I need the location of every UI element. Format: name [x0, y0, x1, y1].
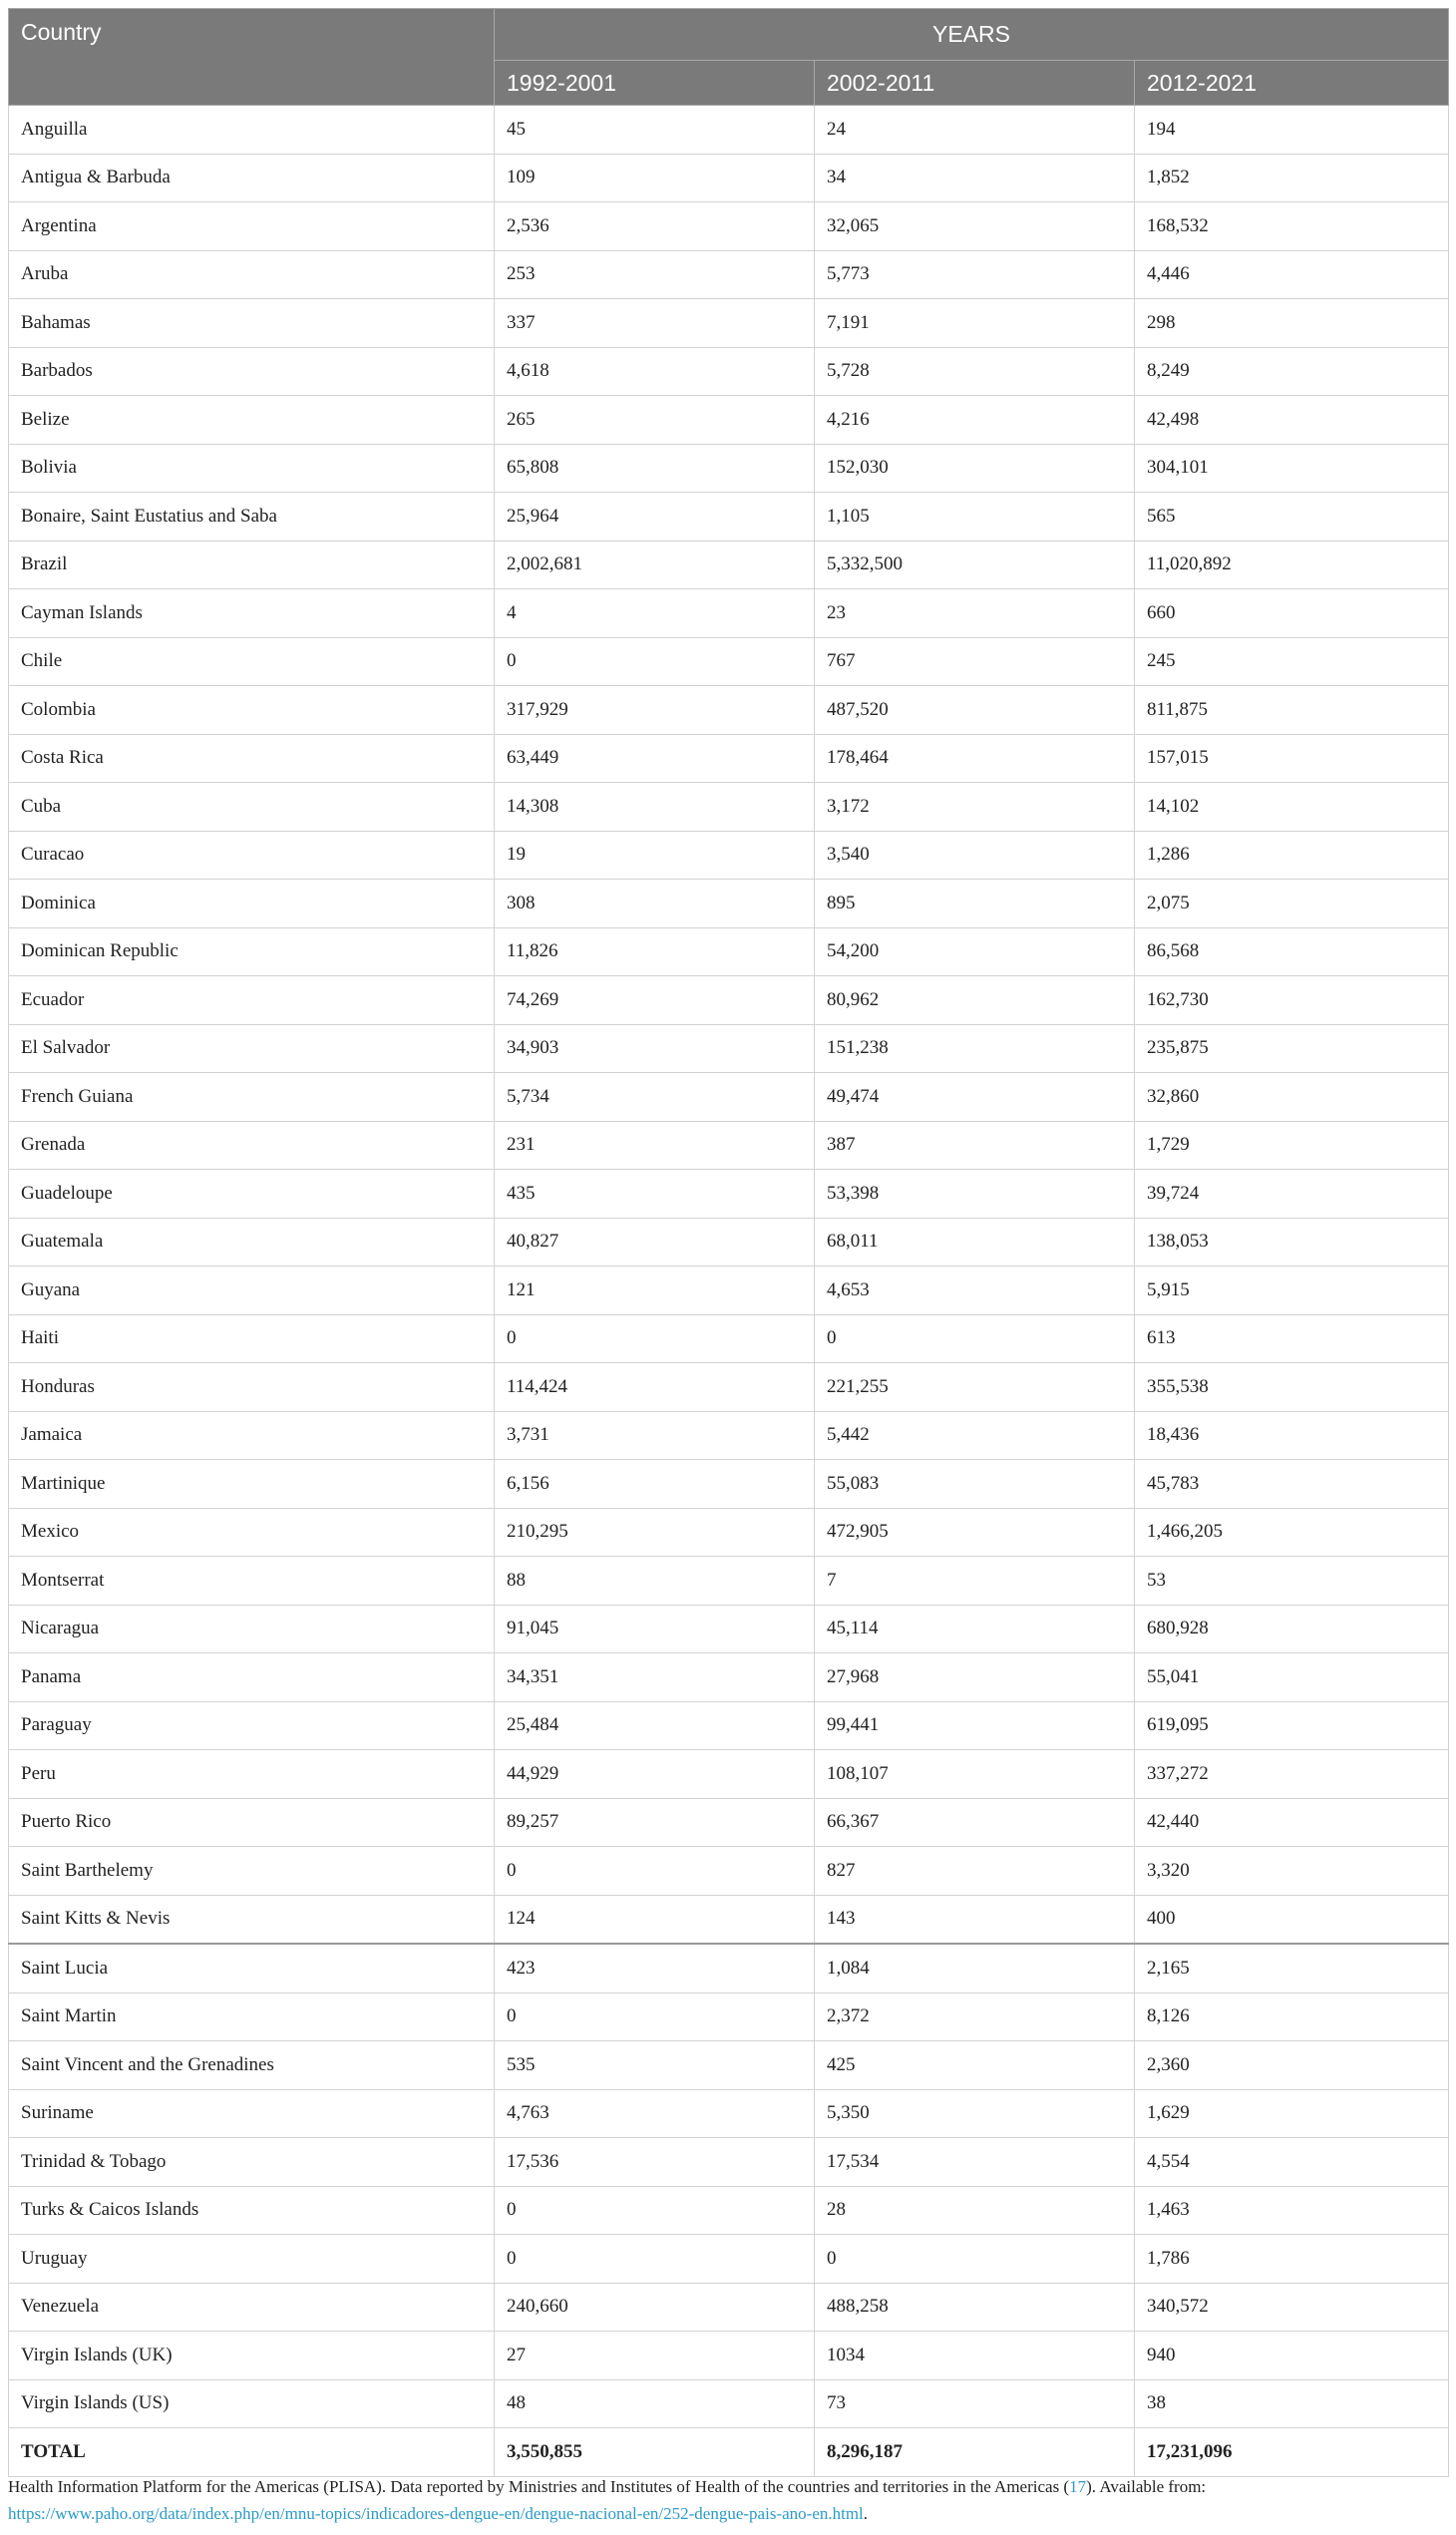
case-count-cell: 3,550,855 [495, 2428, 815, 2477]
case-count-cell: 317,929 [495, 686, 815, 735]
country-cell: Saint Lucia [9, 1944, 495, 1992]
table-row [9, 1363, 1449, 1412]
table-row [9, 2041, 1449, 2090]
case-count-cell: 11,020,892 [1135, 541, 1449, 589]
country-cell: Belize [9, 396, 495, 445]
country-cell: Honduras [9, 1363, 495, 1412]
case-count-cell: 253 [495, 250, 815, 299]
country-cell: Saint Barthelemy [9, 1847, 495, 1896]
table-row [9, 1460, 1449, 1509]
case-count-cell: 680,928 [1135, 1605, 1449, 1653]
case-count-cell: 49,474 [815, 1073, 1135, 1122]
case-count-cell: 240,660 [495, 2283, 815, 2332]
case-count-cell: 2,536 [495, 202, 815, 251]
case-count-cell: 4,653 [815, 1267, 1135, 1315]
case-count-cell: 565 [1135, 493, 1449, 542]
case-count-cell: 63,449 [495, 734, 815, 783]
table-row [9, 347, 1449, 396]
country-cell: Bahamas [9, 299, 495, 348]
case-count-cell: 151,238 [815, 1024, 1135, 1073]
case-count-cell: 400 [1135, 1895, 1449, 1944]
country-cell: Peru [9, 1750, 495, 1799]
case-count-cell: 435 [495, 1170, 815, 1219]
case-count-cell: 53 [1135, 1557, 1449, 1606]
case-count-cell: 245 [1135, 637, 1449, 686]
table-row [9, 154, 1449, 202]
table-row [9, 1944, 1449, 1992]
case-count-cell: 99,441 [815, 1701, 1135, 1750]
case-count-cell: 0 [815, 1314, 1135, 1363]
footnote-text: . [863, 2504, 869, 2523]
case-count-cell: 4,763 [495, 2089, 815, 2138]
years-column-group-header: YEARS [495, 9, 1449, 61]
country-cell: Turks & Caicos Islands [9, 2186, 495, 2235]
country-cell: Cuba [9, 783, 495, 832]
case-count-cell: 0 [495, 1847, 815, 1896]
total-row [9, 2428, 1449, 2477]
country-cell: Saint Martin [9, 1992, 495, 2041]
case-count-cell: 619,095 [1135, 1701, 1449, 1750]
case-count-cell: 34,351 [495, 1653, 815, 1702]
case-count-cell: 535 [495, 2041, 815, 2090]
case-count-cell: 1,729 [1135, 1121, 1449, 1170]
case-count-cell: 114,424 [495, 1363, 815, 1412]
footnote-text: Health Information Platform for the Americas (PLISA). Data reported by Ministries and Institutes of Health of the countries and territories in the Americas ( [8, 2477, 1070, 2496]
case-count-cell: 74,269 [495, 976, 815, 1025]
case-count-cell: 53,398 [815, 1170, 1135, 1219]
case-count-cell: 3,172 [815, 783, 1135, 832]
case-count-cell: 109 [495, 154, 815, 202]
case-count-cell: 2,372 [815, 1992, 1135, 2041]
case-count-cell: 194 [1135, 106, 1449, 155]
case-count-cell: 355,538 [1135, 1363, 1449, 1412]
case-count-cell: 157,015 [1135, 734, 1449, 783]
table-row [9, 1798, 1449, 1847]
table-row [9, 1653, 1449, 1702]
case-count-cell: 17,534 [815, 2138, 1135, 2187]
case-count-cell: 0 [495, 2186, 815, 2235]
case-count-cell: 1,286 [1135, 831, 1449, 880]
case-count-cell: 4 [495, 589, 815, 638]
country-cell: Puerto Rico [9, 1798, 495, 1847]
case-count-cell: 425 [815, 2041, 1135, 2090]
country-cell: Ecuador [9, 976, 495, 1025]
case-count-cell: 55,083 [815, 1460, 1135, 1509]
country-cell: El Salvador [9, 1024, 495, 1073]
case-count-cell: 27 [495, 2332, 815, 2380]
case-count-cell: 45,783 [1135, 1460, 1449, 1509]
case-count-cell: 8,249 [1135, 347, 1449, 396]
case-count-cell: 25,484 [495, 1701, 815, 1750]
table-row [9, 1992, 1449, 2041]
case-count-cell: 44,929 [495, 1750, 815, 1799]
country-cell: Dominica [9, 880, 495, 928]
case-count-cell: 54,200 [815, 927, 1135, 976]
country-cell: Virgin Islands (UK) [9, 2332, 495, 2380]
case-count-cell: 34 [815, 154, 1135, 202]
period-header: 1992-2001 [495, 61, 815, 106]
table-row [9, 1218, 1449, 1267]
case-count-cell: 65,808 [495, 444, 815, 493]
table-row [9, 589, 1449, 638]
case-count-cell: 5,442 [815, 1411, 1135, 1460]
country-cell: Suriname [9, 2089, 495, 2138]
case-count-cell: 45 [495, 106, 815, 155]
country-cell: Saint Kitts & Nevis [9, 1895, 495, 1944]
country-cell: Paraguay [9, 1701, 495, 1750]
case-count-cell: 1,463 [1135, 2186, 1449, 2235]
table-row [9, 2186, 1449, 2235]
table-row [9, 493, 1449, 542]
case-count-cell: 24 [815, 106, 1135, 155]
case-count-cell: 487,520 [815, 686, 1135, 735]
table-row [9, 1895, 1449, 1944]
case-count-cell: 613 [1135, 1314, 1449, 1363]
country-cell: Dominican Republic [9, 927, 495, 976]
table-row [9, 637, 1449, 686]
table-row [9, 2379, 1449, 2428]
case-count-cell: 3,320 [1135, 1847, 1449, 1896]
case-count-cell: 28 [815, 2186, 1135, 2235]
case-count-cell: 210,295 [495, 1508, 815, 1557]
country-column-header: Country [9, 9, 495, 106]
country-cell: Guyana [9, 1267, 495, 1315]
country-cell: Jamaica [9, 1411, 495, 1460]
table-row [9, 686, 1449, 735]
case-count-cell: 39,724 [1135, 1170, 1449, 1219]
country-cell: TOTAL [9, 2428, 495, 2477]
table-row [9, 299, 1449, 348]
case-count-cell: 1,105 [815, 493, 1135, 542]
case-count-cell: 121 [495, 1267, 815, 1315]
case-count-cell: 66,367 [815, 1798, 1135, 1847]
case-count-cell: 895 [815, 880, 1135, 928]
country-cell: Barbados [9, 347, 495, 396]
case-count-cell: 86,568 [1135, 927, 1449, 976]
table-row [9, 1121, 1449, 1170]
country-cell: Chile [9, 637, 495, 686]
country-cell: Haiti [9, 1314, 495, 1363]
country-cell: Uruguay [9, 2235, 495, 2284]
country-cell: Guatemala [9, 1218, 495, 1267]
case-count-cell: 27,968 [815, 1653, 1135, 1702]
period-header: 2002-2011 [815, 61, 1135, 106]
footnote-text: ). Available from: [1086, 2477, 1207, 2496]
case-count-cell: 304,101 [1135, 444, 1449, 493]
case-count-cell: 308 [495, 880, 815, 928]
country-cell: Nicaragua [9, 1605, 495, 1653]
case-count-cell: 162,730 [1135, 976, 1449, 1025]
case-count-cell: 7,191 [815, 299, 1135, 348]
table-row [9, 1170, 1449, 1219]
table-row [9, 880, 1449, 928]
case-count-cell: 55,041 [1135, 1653, 1449, 1702]
case-count-cell: 1034 [815, 2332, 1135, 2380]
country-cell: Grenada [9, 1121, 495, 1170]
case-count-cell: 1,786 [1135, 2235, 1449, 2284]
case-count-cell: 4,618 [495, 347, 815, 396]
case-count-cell: 138,053 [1135, 1218, 1449, 1267]
table-row [9, 202, 1449, 251]
case-count-cell: 0 [815, 2235, 1135, 2284]
case-count-cell: 0 [495, 1314, 815, 1363]
reference-link[interactable]: 17 [1069, 2477, 1087, 2496]
case-count-cell: 337 [495, 299, 815, 348]
case-count-cell: 337,272 [1135, 1750, 1449, 1799]
country-cell: Antigua & Barbuda [9, 154, 495, 202]
case-count-cell: 2,075 [1135, 880, 1449, 928]
case-count-cell: 168,532 [1135, 202, 1449, 251]
case-count-cell: 221,255 [815, 1363, 1135, 1412]
case-count-cell: 423 [495, 1944, 815, 1992]
table-row [9, 2332, 1449, 2380]
case-count-cell: 32,065 [815, 202, 1135, 251]
case-count-cell: 42,498 [1135, 396, 1449, 445]
country-cell: Mexico [9, 1508, 495, 1557]
case-count-cell: 91,045 [495, 1605, 815, 1653]
dengue-table-container [8, 8, 1448, 2477]
case-count-cell: 827 [815, 1847, 1135, 1896]
case-count-cell: 2,165 [1135, 1944, 1449, 1992]
case-count-cell: 231 [495, 1121, 815, 1170]
case-count-cell: 5,915 [1135, 1267, 1449, 1315]
case-count-cell: 42,440 [1135, 1798, 1449, 1847]
case-count-cell: 472,905 [815, 1508, 1135, 1557]
table-row [9, 1073, 1449, 1122]
country-cell: Virgin Islands (US) [9, 2379, 495, 2428]
country-cell: Anguilla [9, 106, 495, 155]
case-count-cell: 32,860 [1135, 1073, 1449, 1122]
case-count-cell: 2,002,681 [495, 541, 815, 589]
case-count-cell: 0 [495, 2235, 815, 2284]
table-header [9, 9, 1449, 106]
case-count-cell: 45,114 [815, 1605, 1135, 1653]
case-count-cell: 7 [815, 1557, 1135, 1606]
table-row [9, 831, 1449, 880]
case-count-cell: 5,773 [815, 250, 1135, 299]
case-count-cell: 80,962 [815, 976, 1135, 1025]
case-count-cell: 0 [495, 637, 815, 686]
case-count-cell: 5,350 [815, 2089, 1135, 2138]
country-cell: Saint Vincent and the Grenadines [9, 2041, 495, 2090]
table-row [9, 1411, 1449, 1460]
case-count-cell: 4,554 [1135, 2138, 1449, 2187]
case-count-cell: 14,102 [1135, 783, 1449, 832]
case-count-cell: 34,903 [495, 1024, 815, 1073]
case-count-cell: 5,332,500 [815, 541, 1135, 589]
country-cell: Trinidad & Tobago [9, 2138, 495, 2187]
case-count-cell: 767 [815, 637, 1135, 686]
case-count-cell: 152,030 [815, 444, 1135, 493]
country-cell: Guadeloupe [9, 1170, 495, 1219]
country-cell: Bonaire, Saint Eustatius and Saba [9, 493, 495, 542]
case-count-cell: 1,852 [1135, 154, 1449, 202]
country-cell: Colombia [9, 686, 495, 735]
country-cell: Argentina [9, 202, 495, 251]
case-count-cell: 19 [495, 831, 815, 880]
table-row [9, 734, 1449, 783]
case-count-cell: 298 [1135, 299, 1449, 348]
case-count-cell: 17,231,096 [1135, 2428, 1449, 2477]
country-cell: Venezuela [9, 2283, 495, 2332]
table-body [9, 106, 1449, 2477]
case-count-cell: 68,011 [815, 1218, 1135, 1267]
case-count-cell: 48 [495, 2379, 815, 2428]
case-count-cell: 660 [1135, 589, 1449, 638]
table-row [9, 1701, 1449, 1750]
case-count-cell: 8,296,187 [815, 2428, 1135, 2477]
table-row [9, 2235, 1449, 2284]
case-count-cell: 124 [495, 1895, 815, 1944]
case-count-cell: 265 [495, 396, 815, 445]
source-url-link[interactable]: https://www.paho.org/data/index.php/en/mnu-topics/indicadores-dengue-en/dengue-nacional-en/252-dengue-pais-ano-en.html [8, 2504, 864, 2523]
case-count-cell: 3,540 [815, 831, 1135, 880]
case-count-cell: 73 [815, 2379, 1135, 2428]
country-cell: Martinique [9, 1460, 495, 1509]
country-cell: Brazil [9, 541, 495, 589]
table-row [9, 541, 1449, 589]
country-cell: Costa Rica [9, 734, 495, 783]
case-count-cell: 23 [815, 589, 1135, 638]
case-count-cell: 5,728 [815, 347, 1135, 396]
country-cell: Cayman Islands [9, 589, 495, 638]
table-row [9, 1605, 1449, 1653]
case-count-cell: 38 [1135, 2379, 1449, 2428]
case-count-cell: 88 [495, 1557, 815, 1606]
case-count-cell: 4,446 [1135, 250, 1449, 299]
country-cell: French Guiana [9, 1073, 495, 1122]
table-row [9, 976, 1449, 1025]
case-count-cell: 89,257 [495, 1798, 815, 1847]
table-row [9, 1267, 1449, 1315]
table-row [9, 106, 1449, 155]
dengue-cases-table [8, 8, 1449, 2477]
table-row [9, 396, 1449, 445]
country-cell: Curacao [9, 831, 495, 880]
table-row [9, 1750, 1449, 1799]
case-count-cell: 0 [495, 1992, 815, 2041]
case-count-cell: 387 [815, 1121, 1135, 1170]
case-count-cell: 11,826 [495, 927, 815, 976]
case-count-cell: 178,464 [815, 734, 1135, 783]
case-count-cell: 25,964 [495, 493, 815, 542]
case-count-cell: 18,436 [1135, 1411, 1449, 1460]
case-count-cell: 2,360 [1135, 2041, 1449, 2090]
table-footnote [8, 2473, 1448, 2527]
table-row [9, 1557, 1449, 1606]
case-count-cell: 1,466,205 [1135, 1508, 1449, 1557]
country-cell: Bolivia [9, 444, 495, 493]
table-row [9, 927, 1449, 976]
case-count-cell: 940 [1135, 2332, 1449, 2380]
table-row [9, 2138, 1449, 2187]
table-row [9, 250, 1449, 299]
case-count-cell: 1,629 [1135, 2089, 1449, 2138]
period-header: 2012-2021 [1135, 61, 1449, 106]
table-row [9, 2089, 1449, 2138]
case-count-cell: 340,572 [1135, 2283, 1449, 2332]
case-count-cell: 235,875 [1135, 1024, 1449, 1073]
case-count-cell: 40,827 [495, 1218, 815, 1267]
case-count-cell: 811,875 [1135, 686, 1449, 735]
table-row [9, 1508, 1449, 1557]
table-row [9, 783, 1449, 832]
case-count-cell: 3,731 [495, 1411, 815, 1460]
country-cell: Aruba [9, 250, 495, 299]
case-count-cell: 1,084 [815, 1944, 1135, 1992]
country-cell: Montserrat [9, 1557, 495, 1606]
case-count-cell: 8,126 [1135, 1992, 1449, 2041]
table-row [9, 1314, 1449, 1363]
case-count-cell: 488,258 [815, 2283, 1135, 2332]
case-count-cell: 143 [815, 1895, 1135, 1944]
table-row [9, 1024, 1449, 1073]
case-count-cell: 6,156 [495, 1460, 815, 1509]
case-count-cell: 108,107 [815, 1750, 1135, 1799]
table-row [9, 2283, 1449, 2332]
case-count-cell: 4,216 [815, 396, 1135, 445]
table-row [9, 1847, 1449, 1896]
table-row [9, 444, 1449, 493]
case-count-cell: 5,734 [495, 1073, 815, 1122]
case-count-cell: 14,308 [495, 783, 815, 832]
country-cell: Panama [9, 1653, 495, 1702]
case-count-cell: 17,536 [495, 2138, 815, 2187]
